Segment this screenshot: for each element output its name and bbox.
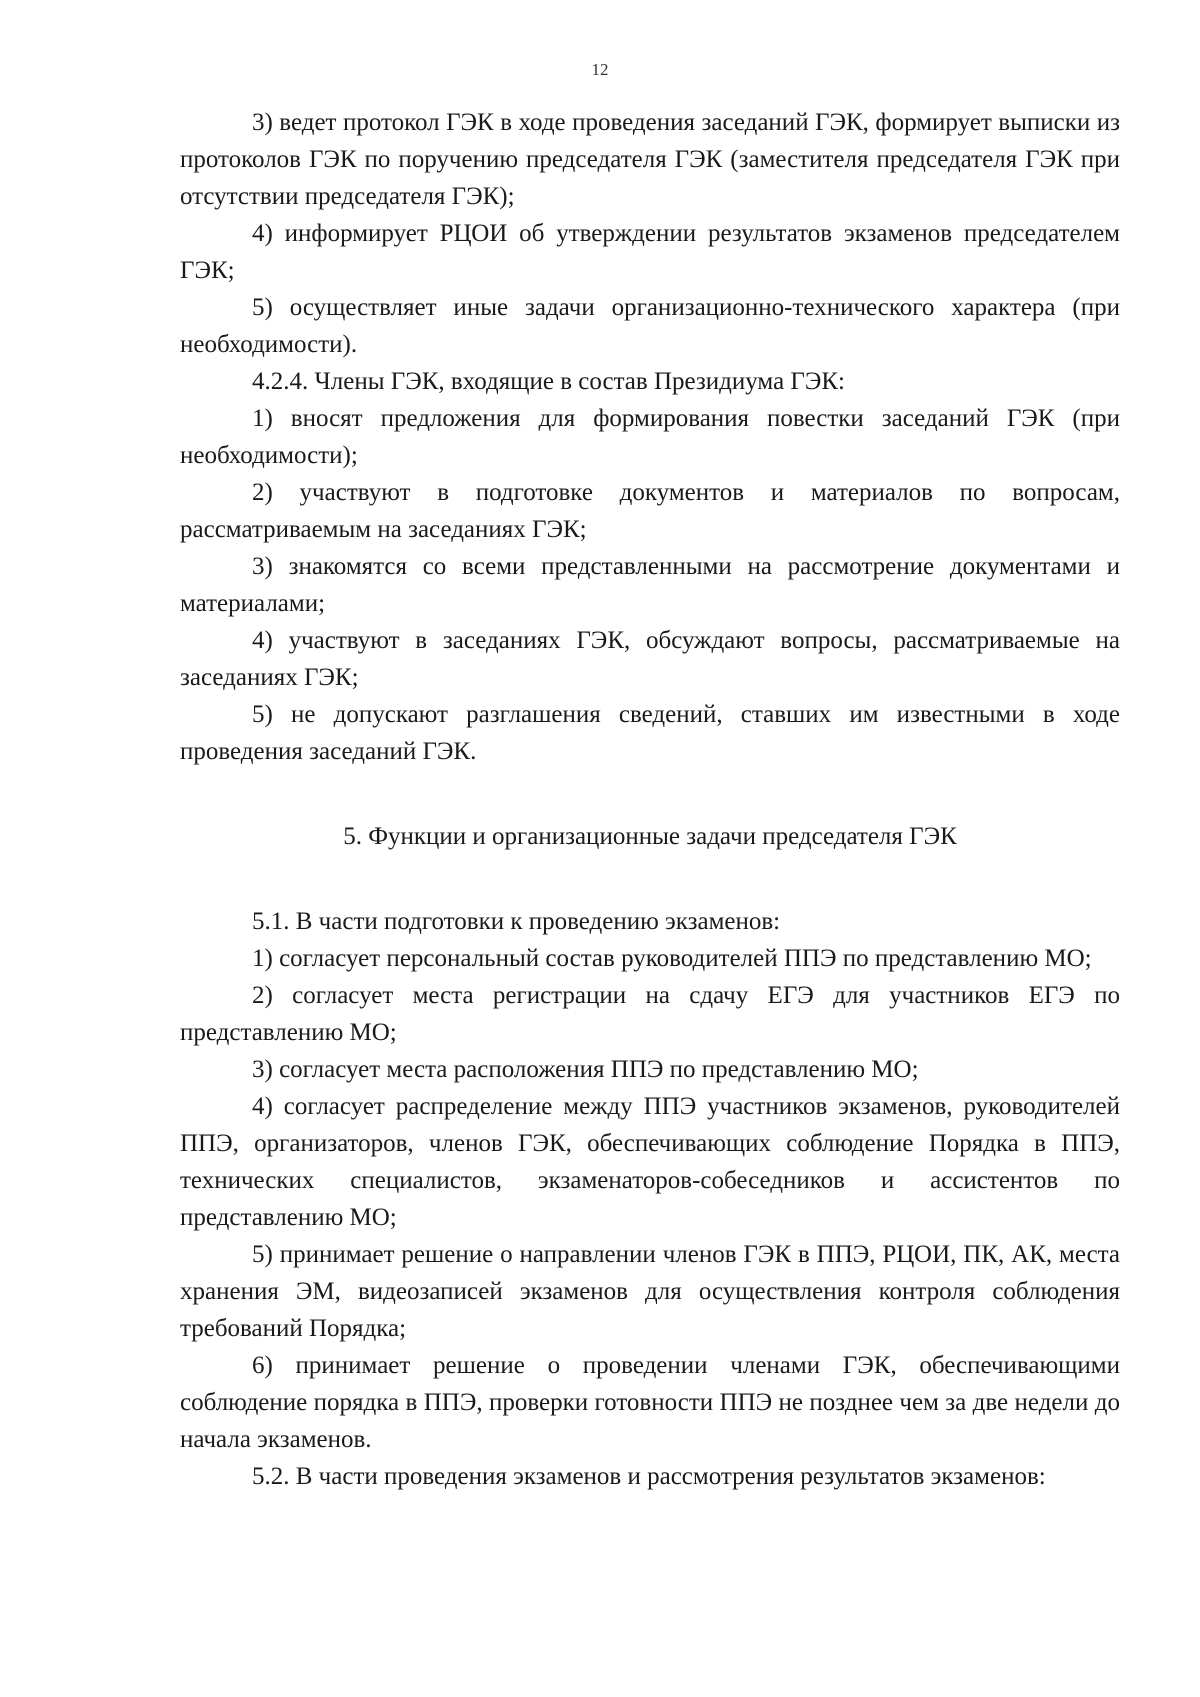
paragraph-5-other-tasks: 5) осуществляет иные задачи организационно-технического характера (при необходимости). <box>180 294 1120 358</box>
page-number: 12 <box>591 60 609 79</box>
paragraph-3-protocol: 3) ведет протокол ГЭК в ходе проведения заседаний ГЭК, формирует выписки из протоколов ГЭК по поручению председателя ГЭК (заместителя председателя ГЭК при отсутствии председателя ГЭК); <box>180 109 1120 210</box>
paragraph-presidium-5: 5) не допускают разглашения сведений, ставших им известными в ходе проведения заседаний ГЭК. <box>180 701 1120 765</box>
paragraph-presidium-4: 4) участвуют в заседаниях ГЭК, обсуждают вопросы, рассматриваемые на заседаниях ГЭК; <box>180 627 1120 691</box>
paragraph-5-1-item-2: 2) согласует места регистрации на сдачу ЕГЭ для участников ЕГЭ по представлению МО; <box>180 982 1120 1046</box>
paragraph-5-1: 5.1. В части подготовки к проведению экзаменов: <box>252 908 781 935</box>
paragraph-5-1-item-5: 5) принимает решение о направлении членов ГЭК в ППЭ, РЦОИ, ПК, АК, места хранения ЭМ, видеозаписей экзаменов для осуществления контроля соблюдения требований Порядка; <box>180 1241 1120 1342</box>
paragraph-5-1-item-4: 4) согласует распределение между ППЭ участников экзаменов, руководителей ППЭ, организаторов, членов ГЭК, обеспечивающих соблюдение Порядка в ППЭ, технических специалистов, экзаменаторов-собеседников и ассистентов по представлению МО; <box>180 1093 1120 1231</box>
paragraph-presidium-2: 2) участвуют в подготовке документов и материалов по вопросам, рассматриваемым на заседаниях ГЭК; <box>180 479 1120 543</box>
paragraph-4-inform-rcoi: 4) информирует РЦОИ об утверждении результатов экзаменов председателем ГЭК; <box>180 220 1120 284</box>
paragraph-presidium-1: 1) вносят предложения для формирования повестки заседаний ГЭК (при необходимости); <box>180 405 1120 469</box>
paragraph-5-1-item-3: 3) согласует места расположения ППЭ по представлению МО; <box>252 1056 919 1083</box>
section-heading: 5. Функции и организационные задачи председателя ГЭК <box>343 823 957 850</box>
paragraph-4-2-4: 4.2.4. Члены ГЭК, входящие в состав Президиума ГЭК: <box>252 368 846 395</box>
paragraph-5-1-item-6: 6) принимает решение о проведении членами ГЭК, обеспечивающими соблюдение порядка в ППЭ, проверки готовности ППЭ не позднее чем за две недели до начала экзаменов. <box>180 1352 1120 1453</box>
paragraph-5-2: 5.2. В части проведения экзаменов и рассмотрения результатов экзаменов: <box>252 1463 1046 1490</box>
paragraph-5-1-item-1: 1) согласует персональный состав руководителей ППЭ по представлению МО; <box>252 945 1092 972</box>
paragraph-presidium-3: 3) знакомятся со всеми представленными на рассмотрение документами и материалами; <box>180 553 1120 617</box>
document-body <box>180 104 1120 1495</box>
